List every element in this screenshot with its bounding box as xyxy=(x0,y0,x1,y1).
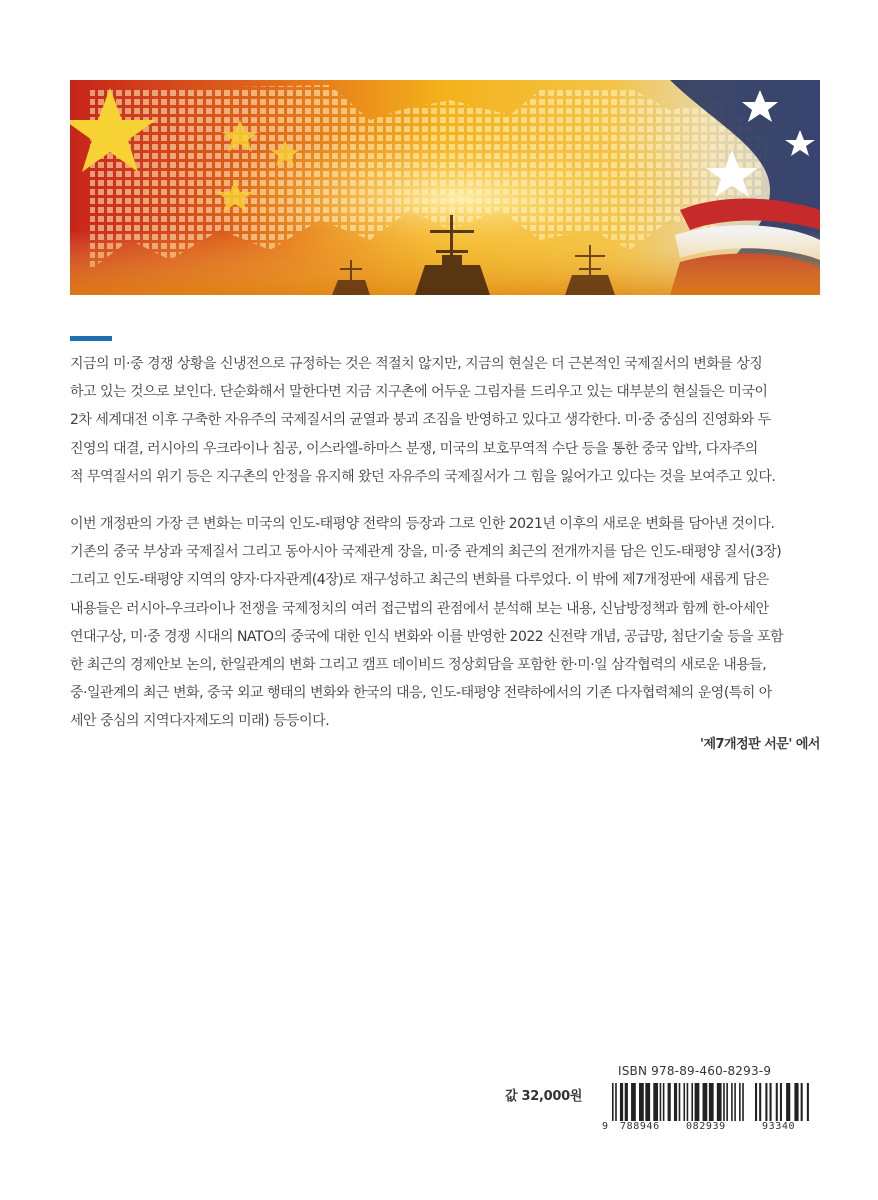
barcode-bar xyxy=(786,1083,790,1121)
barcode-bar xyxy=(807,1083,809,1121)
barcode-bar xyxy=(726,1083,728,1121)
preface-paragraph-1 xyxy=(70,350,820,491)
barcode-bar xyxy=(709,1083,714,1121)
barcode-bar xyxy=(739,1083,741,1121)
paragraph-line: 2차 세계대전 이후 구축한 자유주의 국제질서의 균열과 붕괴 조짐을 반영하고 있다고 생각한다. 미·중 중심의 진영화와 두 xyxy=(70,412,771,429)
paragraph-line: 기존의 중국 부상과 국제질서 그리고 동아시아 국제관계 장을, 미·중 관계의 최근의 전개까지를 담은 인도-태평양 질서(3장) xyxy=(70,544,782,561)
barcode-bar xyxy=(801,1083,803,1121)
paragraph-line: 그리고 인도-태평양 지역의 양자·다자관계(4장)로 재구성하고 최근의 변화를 다루었다. 이 밖에 제7개정판에 새롭게 담은 xyxy=(70,572,769,589)
barcode-bar xyxy=(717,1083,722,1121)
barcode-bar xyxy=(645,1083,650,1121)
barcode-bar xyxy=(615,1083,617,1121)
ean13-barcode xyxy=(612,1083,747,1121)
isbn-barcode-block xyxy=(600,1064,822,1134)
barcode-bar xyxy=(660,1083,662,1121)
barcode-bar xyxy=(639,1083,644,1121)
cover-banner-image xyxy=(70,80,820,295)
barcode-bar xyxy=(653,1083,658,1121)
paragraph-line: 연대구상, 미·중 경쟁 시대의 NATO의 중국에 대한 인식 변화와 이를 반영한 2022 신전략 개념, 공급망, 첨단기술 등을 포함 xyxy=(70,628,784,645)
barcode-bar xyxy=(759,1083,761,1121)
paragraph-line: 내용들은 러시아-우크라이나 전쟁을 국제정치의 여러 접근법의 관점에서 분석해 보는 내용, 신남방정책과 함께 한-아세안 xyxy=(70,600,769,617)
barcode-bar xyxy=(742,1083,744,1121)
paragraph-line: 지금의 미·중 경쟁 상황을 신냉전으로 규정하는 것은 적절치 않지만, 지금의 현실은 더 근본적인 국제질서의 변화를 상징 xyxy=(70,356,763,372)
barcode-bar xyxy=(695,1083,700,1121)
barcode-bar xyxy=(620,1083,623,1121)
barcode-bar xyxy=(765,1083,767,1121)
barcode-bar xyxy=(703,1083,708,1121)
paragraph-line: 적 무역질서의 위기 등은 지구촌의 안정을 유지해 왔던 자유주의 국제질서가 그 힘을 잃어가고 있다는 것을 보여주고 있다. xyxy=(70,468,776,485)
barcode-bar xyxy=(734,1083,736,1121)
barcode-bar xyxy=(794,1083,798,1121)
barcode-bar xyxy=(625,1083,628,1121)
paragraph-line: 중·일관계의 최근 변화, 중국 외교 행태의 변화와 한국의 대응, 인도-태평양 전략하에서의 기존 다자협력체의 운영(특히 아 xyxy=(70,685,772,702)
barcode-bar xyxy=(691,1083,693,1121)
barcode-bar xyxy=(755,1083,757,1121)
barcode-bar xyxy=(770,1083,772,1121)
paragraph-line: 세안 중심의 지역다자제도의 미래) 등등이다. xyxy=(70,713,330,730)
barcode-digit-lead: 9 xyxy=(602,1121,609,1132)
barcode-bar xyxy=(687,1083,689,1121)
barcode-bar xyxy=(674,1083,677,1121)
preface-paragraph-2 xyxy=(70,510,820,736)
paragraph-line: 진영의 대결, 러시아의 우크라이나 침공, 이스라엘-하마스 분쟁, 미국의 보호무역적 수단 등을 통한 중국 압박, 다자주의 xyxy=(70,440,758,457)
barcode-bar xyxy=(780,1083,782,1121)
source-attribution: '제7개정판 서문' 에서 xyxy=(699,737,820,752)
barcode-addon-digits: 93340 xyxy=(762,1121,796,1132)
barcode-bar xyxy=(731,1083,733,1121)
barcode-bar xyxy=(612,1083,614,1121)
accent-bar xyxy=(70,336,112,341)
barcode-bar xyxy=(668,1083,671,1121)
barcode-bar xyxy=(776,1083,778,1121)
price-label: 값 32,000원 xyxy=(505,1089,583,1104)
banner-illustration xyxy=(70,80,820,295)
addon-barcode xyxy=(755,1083,811,1121)
barcode-digits-left: 788946 xyxy=(620,1121,660,1132)
barcode-bar xyxy=(679,1083,681,1121)
barcode-digits-right: 082939 xyxy=(686,1121,726,1132)
barcode-bar xyxy=(723,1083,725,1121)
barcode-bar xyxy=(631,1083,636,1121)
paragraph-line: 한 최근의 경제안보 논의, 한일관계의 변화 그리고 캠프 데이비드 정상회담을 포함한 한·미·일 삼각협력의 새로운 내용들, xyxy=(70,657,767,674)
paragraph-line: 하고 있는 것으로 보인다. 단순화해서 말한다면 지금 지구촌에 어두운 그림자를 드리우고 있는 대부분의 현실들은 미국이 xyxy=(70,384,768,401)
paragraph-line: 이번 개정판의 가장 큰 변화는 미국의 인도-태평양 전략의 등장과 그로 인한 2021년 이후의 새로운 변화를 담아낸 것이다. xyxy=(70,516,775,532)
isbn-label: ISBN 978-89-460-8293-9 xyxy=(618,1064,772,1078)
barcode-bar xyxy=(663,1083,665,1121)
barcode-bar xyxy=(683,1083,685,1121)
